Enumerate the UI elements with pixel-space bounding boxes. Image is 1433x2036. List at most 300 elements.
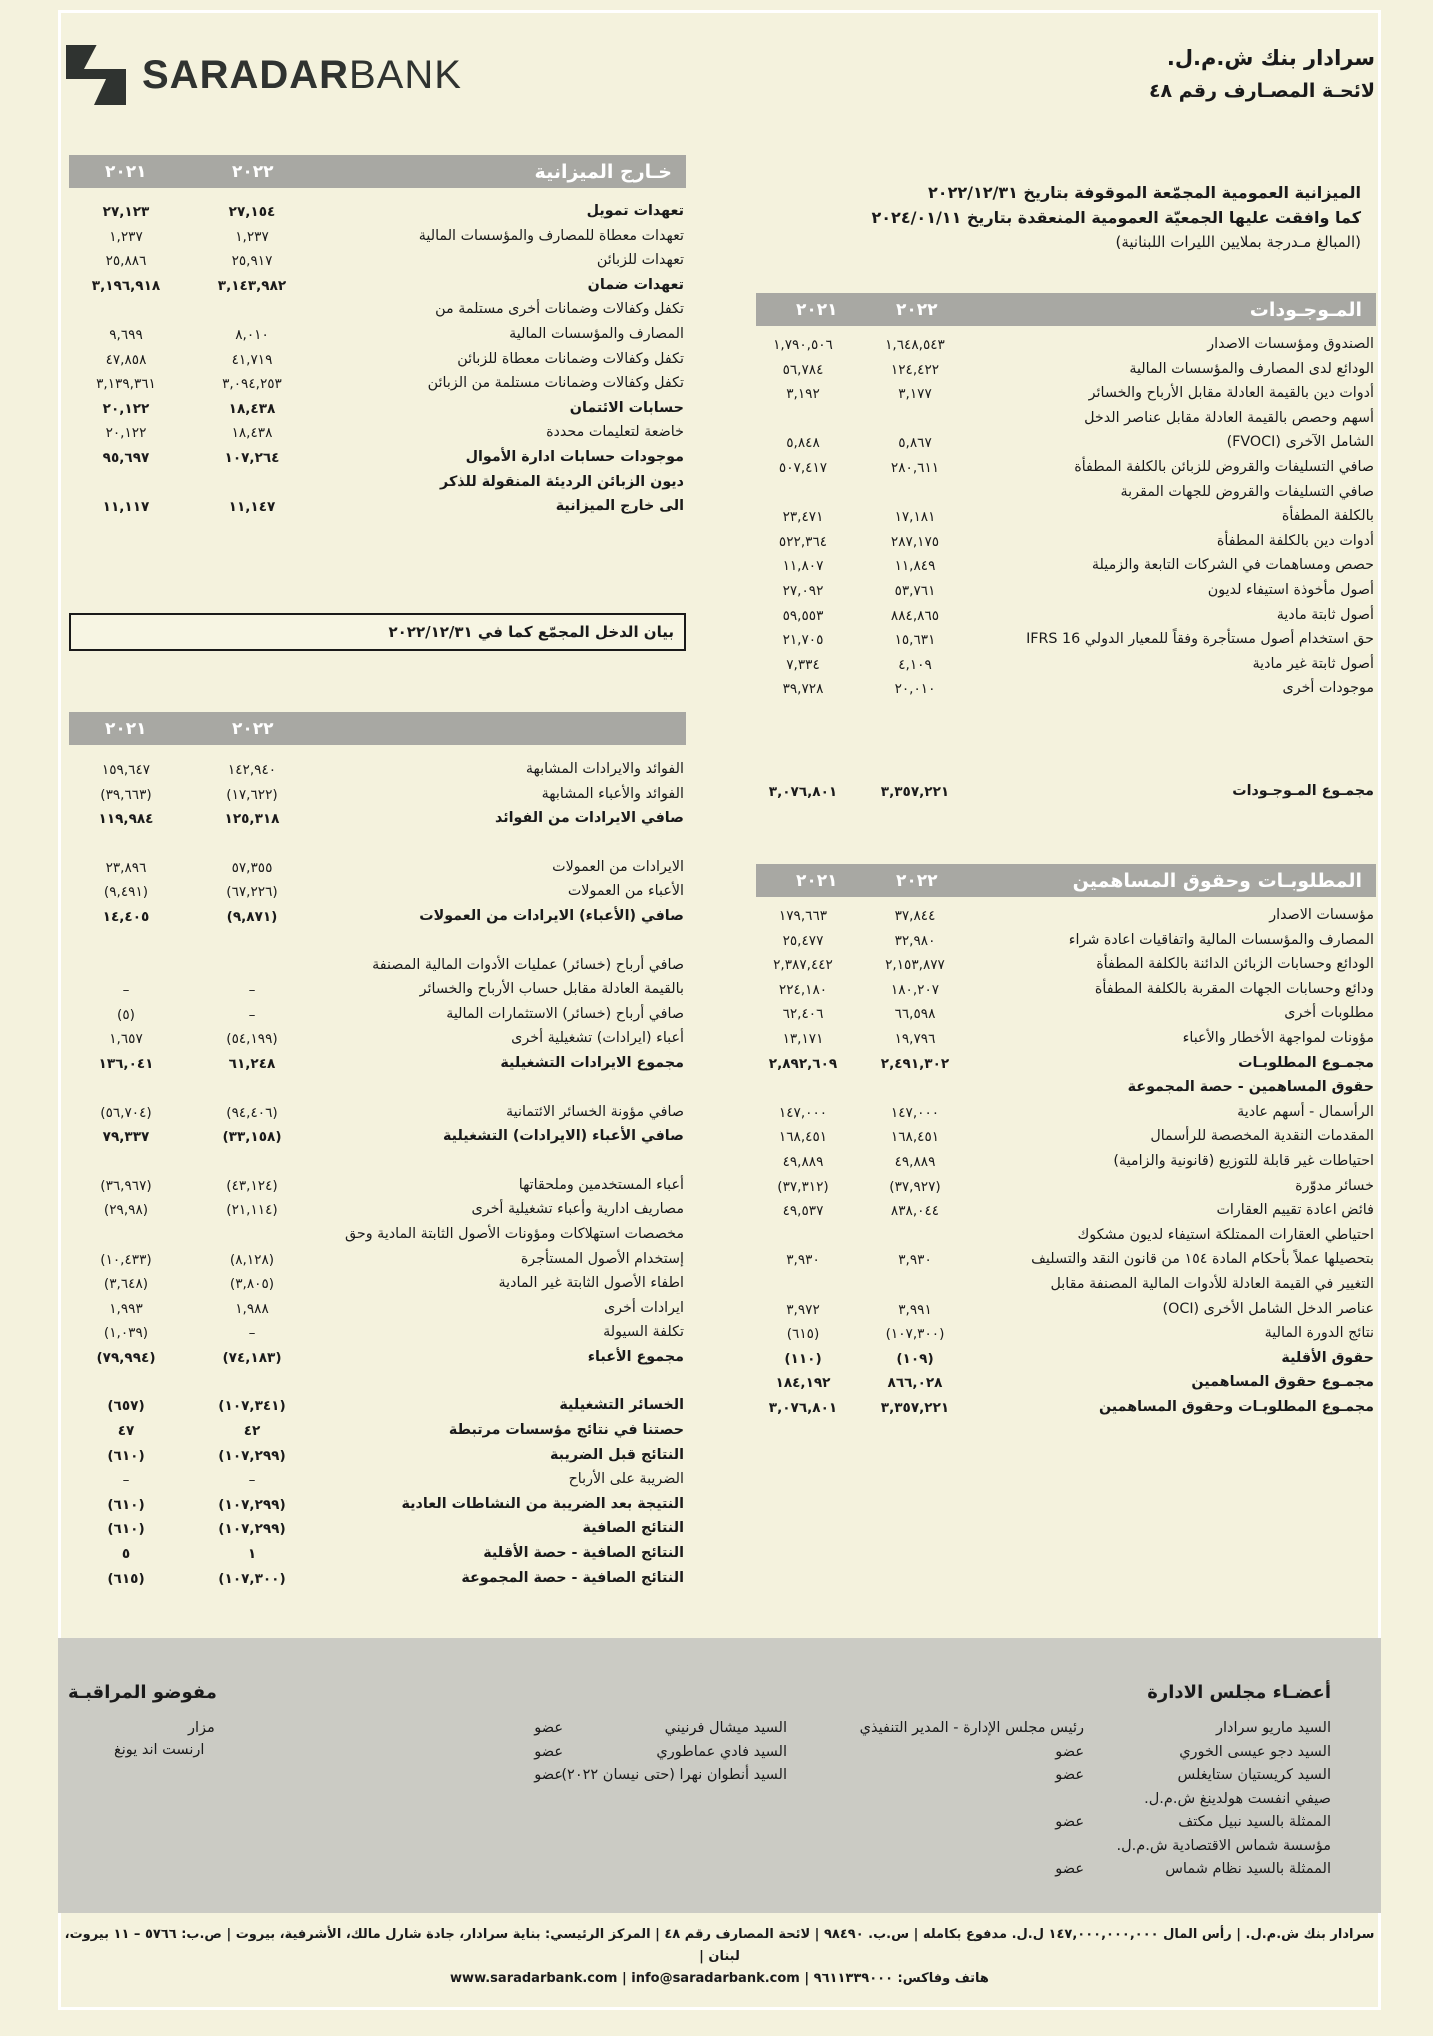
row-label: مجمـوع المطلوبـات وحقوق المساهمين [1098,1398,1374,1415]
row-label: تكلفة السيولة [603,1324,684,1341]
row-label: تعهدات تمويل [586,203,684,219]
income-year-2021: ٢٠٢١ [105,719,147,739]
off-balance-year-2021: ٢٠٢١ [105,162,147,182]
row-value-2021: ٢,٣٨٧,٤٤٢ [773,957,833,974]
assets-total-2022: ٣,٣٥٧,٢٢١ [880,783,950,800]
row-value-2022: (٦٧,٢٢٦) [226,884,278,901]
table-row [69,1321,686,1346]
row-label: الصندوق ومؤسسات الاصدار [1207,336,1374,352]
row-value-2022: ٤٢ [243,1423,261,1440]
row-label: مخصصات استهلاكات ومؤونات الأصول الثابتة المادية وحق [344,1225,684,1242]
row-value-2021: ٣,٠٧٦,٨٠١ [768,1399,838,1416]
row-value-2022: (٣٧,٩٢٧) [889,1178,941,1195]
table-row [756,407,1376,432]
row-label: حسابات الائتمان [569,399,684,416]
row-label: مصاريف ادارية وأعباء تشغيلية أخرى [471,1201,684,1218]
table-row [756,604,1376,629]
row-value-2022: ٣,١٤٣,٩٨٢ [217,277,287,294]
row-value-2021: ٣,٩٧٢ [786,1301,820,1318]
saradar-logo-mark-icon [66,45,126,105]
table-row [69,1125,686,1150]
table-row [756,953,1376,978]
row-value-2022: (١٠٧,٢٩٩) [218,1521,286,1538]
row-value-2022: ٥٣,٧٦١ [894,582,936,599]
row-value-2022: ١٩,٧٩٦ [894,1030,936,1047]
row-label: الخسائر التشغيلية [559,1397,684,1414]
income-statement-title: بيان الدخل المجمّع كما في ٢٠٢٢/١٢/٣١ [388,623,674,641]
table-row [69,1419,686,1444]
board-member-name: الممثلة بالسيد نبيل مكتف [1178,1814,1331,1830]
auditor-name: مزار [188,1720,215,1736]
table-row [69,1272,686,1297]
row-label: النتيجة بعد الضريبة من النشاطات العادية [401,1495,684,1512]
row-value-2021: ٢١,٧٠٥ [782,632,824,649]
row-value-2021: ٣,١٩٢ [786,386,820,403]
row-value-2021: ٢٠,١٢٢ [105,425,147,442]
table-row [756,978,1376,1003]
row-label: مطلوبات أخرى [1284,1005,1374,1022]
row-value-2021: (٧٩,٩٩٤) [96,1349,156,1366]
row-value-2022: ١٢٥,٣١٨ [224,811,280,828]
row-label: ودائع وحسابات الجهات المقربة بالكلفة المطفأة [1094,980,1374,997]
row-value-2022: (٩٤,٤٠٦) [226,1104,278,1121]
row-value-2021: ٢٧,٠٩٢ [782,582,824,599]
table-row [69,298,686,323]
off-balance-title: خـارج الميزانية [534,161,672,183]
income-statement-header [69,712,686,745]
table-row [756,431,1376,456]
row-value-2021: ٣,٩٣٠ [786,1252,820,1269]
table-row [69,1346,686,1371]
row-label: موجودات أخرى [1282,680,1374,697]
row-value-2022: ٤٩,٨٨٩ [894,1153,936,1170]
row-label: أعباء المستخدمين وملحقاتها [518,1176,684,1193]
row-value-2022: ١ [247,1546,257,1563]
table-row [69,1394,686,1419]
row-value-2021: ٤٩,٥٣٧ [782,1203,824,1220]
row-value-2021: ٢٥,٤٧٧ [782,932,824,949]
row-label: المصارف والمؤسسات المالية [509,325,684,342]
assets-year-2022: ٢٠٢٢ [896,300,938,320]
row-value-2022: ١٨٠,٢٠٧ [890,981,940,998]
table-row [69,446,686,471]
row-value-2021: ٢٠,١٢٢ [102,400,150,417]
row-label: الودائع وحسابات الزبائن الدائنة بالكلفة المطفأة [1096,956,1374,973]
row-label: مجمـوع المطلوبـات [1238,1054,1374,1071]
board-member-name: السيد ميشال فرنيني [664,1720,787,1736]
table-row [69,1003,686,1028]
row-value-2021: – [122,1472,130,1489]
row-label: فائض اعادة تقييم العقارات [1216,1202,1374,1219]
row-label: تكفل وكفالات وضمانات أخرى مستلمة من [435,301,684,318]
table-row [756,505,1376,530]
board-member-role: عضو [534,1767,563,1783]
row-value-2021: ١١,٨٠٧ [782,558,824,575]
table-row [69,495,686,520]
row-value-2021: ٥٩,٥٥٣ [782,607,824,624]
row-value-2022: – [248,982,256,999]
table-row [69,905,686,930]
table-row [756,382,1376,407]
row-value-2021: ١٥٩,٦٤٧ [101,762,151,778]
board-member-role: عضو [1055,1743,1084,1760]
table-row [756,1298,1376,1323]
row-value-2021: ١,٧٩٠,٥٠٦ [773,337,833,353]
row-value-2021: (٥٦,٧٠٤) [100,1104,152,1121]
row-label: المصارف والمؤسسات المالية واتفاقيات اعادة شراء [1068,931,1374,948]
table-row [756,1396,1376,1421]
row-label: مجمـوع حقوق المساهمين [1191,1374,1374,1391]
row-value-2021: ٤٩,٨٨٩ [782,1153,824,1170]
saradar-logo [66,42,462,108]
row-value-2022: (١٠٧,٣٠٠) [218,1570,286,1587]
liabilities-year-2021: ٢٠٢١ [796,871,838,891]
table-row [756,628,1376,653]
liabilities-year-2022: ٢٠٢٢ [896,871,938,891]
row-value-2021: ١,٦٥٧ [109,1031,143,1048]
table-row [69,1468,686,1493]
table-row [756,1199,1376,1224]
row-spacer [69,1150,686,1174]
row-value-2021: ١,٩٩٣ [109,1300,143,1317]
contact-line-2: هاتف وفاكس: ٩٦١١٣٣٩٠٠٠ | www.saradarbank.com | info@saradarbank.com [450,1971,989,1986]
row-spacer [69,1077,686,1101]
row-value-2022: ١,٦٤٨,٥٤٣ [885,337,945,353]
auditors-title: مفوضو المراقبـة [68,1682,217,1703]
row-value-2021: ١٤,٤٠٥ [102,908,150,925]
row-value-2022: ٨٦٦,٠٢٨ [887,1375,943,1392]
row-value-2022: ١٠٧,٢٦٤ [224,449,280,466]
row-value-2022: (٢١,١١٤) [226,1202,278,1219]
table-row [69,954,686,979]
bank-name: سرادار بنك ش.م.ل. [1166,46,1375,70]
row-value-2021: (٦١٠) [107,1521,145,1538]
row-value-2021: ١٦٨,٤٥١ [778,1129,828,1146]
row-value-2022: (٣٣,١٥٨) [222,1129,282,1146]
assets-total-2021: ٣,٠٧٦,٨٠١ [768,783,838,800]
contact-line-1: سرادار بنك ش.م.ل. | رأس المال ١٤٧,٠٠٠,٠٠٠,٠٠٠ ل.ل. مدفوع بكامله | س.ب. ٩٨٤٩٠ | لائحة المصارف رقم ٤٨ | المركز الرئيسي: بناية سرادار، جادة شارل مالك، الأشرفية، بيروت | ص.ب: ٥٧٦٦ – ١١ بيروت، لبنان | [64,1927,1375,1964]
row-value-2022: ٨,٠١٠ [235,326,269,343]
row-value-2022: (٩,٨٧١) [226,908,278,925]
table-row [69,1174,686,1199]
row-value-2022: (١٠٩) [896,1350,934,1367]
table-row [756,1101,1376,1126]
board-title: أعضـاء مجلس الادارة [1147,1682,1331,1703]
row-value-2021: (٣,٦٤٨) [103,1276,149,1293]
table-row [69,200,686,225]
auditor-name: ارنست اند يونغ [114,1742,205,1758]
row-label: صافي التسليفات والقروض للجهات المقربة [1120,483,1374,500]
row-value-2021: (١,٠٣٩) [103,1325,149,1342]
row-label: إستخدام الأصول المستأجرة [520,1250,684,1267]
row-value-2021: ٤٧ [117,1423,135,1440]
row-label: تكفل وكفالات وضمانات مستلمة من الزبائن [427,375,684,392]
row-label: مؤونات لمواجهة الأخطار والأعباء [1182,1029,1374,1046]
row-value-2021: (٩,٤٩١) [103,884,149,901]
assets-header [756,293,1376,326]
row-value-2022: ٣٢,٩٨٠ [894,932,936,949]
row-label: النتائج الصافية - حصة الأقلية [483,1545,684,1562]
board-member-name: الممثلة بالسيد نظام شماس [1165,1861,1331,1877]
row-label: أصول مأخوذة استيفاء لديون [1207,581,1374,598]
row-label: الضريبة على الأرباح [568,1471,684,1488]
row-value-2021: ٢٣,٨٩٦ [105,859,147,876]
row-value-2022: ١,٩٨٨ [235,1300,269,1317]
table-row [756,1224,1376,1249]
table-row [69,978,686,1003]
table-row [69,758,686,783]
table-row [69,1198,686,1223]
row-value-2022: ٥٧,٣٥٥ [231,859,273,876]
row-label: حق استخدام أصول مستأجرة وفقاً للمعيار الدولي IFRS 16 [1026,631,1374,648]
table-row [756,579,1376,604]
row-value-2021: (٥) [117,1006,135,1023]
row-value-2021: ١١٩,٩٨٤ [98,811,154,828]
logo-wordmark: SARADARBANK [142,52,462,97]
governance-footer [58,1638,1381,1913]
table-row [69,1517,686,1542]
row-label: مجموع الأعباء [587,1348,684,1365]
row-value-2022: ٣,٣٥٧,٢٢١ [880,1399,950,1416]
row-value-2021: ٥٢٢,٣٦٤ [778,533,828,550]
table-row [756,530,1376,555]
row-value-2021: (٦١٠) [107,1496,145,1513]
row-value-2022: (١٠٧,٢٩٩) [218,1447,286,1464]
row-label: صافي الأعباء (الايرادات) التشغيلية [442,1128,684,1145]
row-label: الرأسمال - أسهم عادية [1237,1103,1374,1120]
off-balance-table [69,155,686,520]
row-label: عناصر الدخل الشامل الأخرى (OCI) [1162,1300,1374,1317]
balance-sheet-note: (المبالغ مـدرجة بملايين الليرات اللبنانية) [1115,233,1361,251]
table-row [756,1027,1376,1052]
row-label: صافي أرباح (خسائر) الاستثمارات المالية [446,1005,684,1022]
row-value-2022: ٣,٩٣٠ [898,1252,932,1269]
table-row [756,904,1376,929]
row-value-2022: (١٧,٦٢٢) [226,786,278,803]
row-label: أعباء (ايرادات) تشغيلية أخرى [511,1030,684,1047]
row-value-2022: ١٤٢,٩٤٠ [227,762,277,778]
table-row [756,333,1376,358]
row-label: صافي مؤونة الخسائر الائتمانية [505,1103,684,1120]
row-label: أصول ثابتة غير مادية [1252,655,1374,672]
row-value-2022: ٣,١٧٧ [898,386,932,403]
row-label: حصتنا في نتائج مؤسسات مرتبطة [448,1422,684,1439]
table-row [69,1542,686,1567]
bank-header [1149,46,1375,102]
row-value-2021: ٢٣,٤٧١ [782,509,824,526]
balance-sheet-title-line1: الميزانية العمومية المجمّعة الموقوفة بتاريخ ٢٠٢٢/١٢/٣١ [928,183,1361,202]
row-spacer [69,832,686,856]
row-label: احتياطات غير قابلة للتوزيع (قانونية والزامية) [1113,1152,1374,1169]
row-label: احتياطي العقارات الممتلكة استيفاء لديون مشكوك [1077,1226,1374,1243]
board-member-name: صيفي انفست هولدينغ ش.م.ل. [1144,1790,1331,1807]
table-row [756,677,1376,702]
row-value-2021: (١١٠) [784,1350,822,1367]
row-label: تكفل وكفالات وضمانات معطاة للزبائن [457,350,684,367]
row-label: ايرادات أخرى [603,1299,684,1316]
board-member-role: عضو [534,1743,563,1760]
table-row [756,1248,1376,1273]
row-label: النتائج قبل الضريبة [549,1446,684,1463]
row-value-2022: ٣,٠٩٤,٢٥٣ [222,376,282,393]
table-row [756,481,1376,506]
income-statement-title-box [69,613,686,651]
row-label: خسائر مدوّرة [1295,1177,1374,1194]
row-value-2021: ٧,٣٣٤ [786,656,820,673]
row-value-2022: ٣٧,٨٤٤ [894,908,936,924]
row-value-2022: (٥٤,١٩٩) [226,1031,278,1048]
row-value-2021: (٦١٥) [786,1326,820,1343]
income-statement-table [69,712,686,1591]
row-label: ديون الزبائن الرديئة المنقولة للذكر [440,473,684,490]
table-row [69,274,686,299]
row-value-2021: ٢,٨٩٢,٦٠٩ [768,1055,838,1072]
row-value-2022: ٢,١٥٣,٨٧٧ [885,957,945,974]
table-row [756,456,1376,481]
table-row [756,1150,1376,1175]
row-value-2022: ٢٨٧,١٧٥ [890,533,940,550]
row-value-2022: ٢,٤٩١,٣٠٢ [880,1055,950,1072]
row-label: بالقيمة العادلة مقابل حساب الأرباح والخسائر [419,981,684,998]
row-value-2021: ٩٥,٦٩٧ [102,449,150,466]
balance-sheet-title-line2: كما وافقت عليها الجمعيّة العمومية المنعقدة بتاريخ ٢٠٢٤/٠١/١١ [871,208,1361,227]
liabilities-title: المطلوبـات وحقوق المساهمين [1072,870,1362,892]
row-value-2022: ١٨,٤٣٨ [231,425,273,442]
liabilities-table [756,864,1376,1420]
row-value-2021: (٣٦,٩٦٧) [100,1177,152,1194]
row-value-2022: ١٤٧,٠٠٠ [890,1104,940,1121]
row-label: خاضعة لتعليمات محددة [546,424,684,441]
row-label: الفوائد والايرادات المشابهة [525,761,684,777]
table-row [69,471,686,496]
row-label: بالكلفة المطفأة [1281,508,1374,525]
row-label: النتائج الصافية - حصة المجموعة [461,1569,684,1586]
row-value-2021: ٥٠٧,٤١٧ [778,459,828,476]
row-value-2021: ١٣,١٧١ [782,1030,824,1047]
board-member-role: عضو [1055,1814,1084,1830]
row-label: حقوق المساهمين - حصة المجموعة [1127,1079,1374,1096]
row-value-2021: ١١,١١٧ [102,499,150,516]
row-value-2021: (٢٩,٩٨) [103,1202,149,1219]
row-value-2021: ٦٢,٤٠٦ [782,1006,824,1023]
row-value-2021: ٥,٨٤٨ [786,435,820,452]
row-label: النتائج الصافية [582,1520,684,1537]
table-row [69,1567,686,1592]
table-row [69,397,686,422]
assets-year-2021: ٢٠٢١ [796,300,838,320]
row-value-2021: (١٠,٤٣٣) [100,1251,152,1268]
row-label: المقدمات النقدية المخصصة للرأسمال [1150,1128,1374,1145]
table-row [69,348,686,373]
row-value-2022: ٢٧,١٥٤ [228,204,276,220]
table-row [756,1076,1376,1101]
row-label: أسهم وحصص بالقيمة العادلة مقابل عناصر الدخل [1084,409,1374,426]
table-row [756,929,1376,954]
row-label: الودائع لدى المصارف والمؤسسات المالية [1129,360,1374,377]
row-label: نتائج الدورة المالية [1264,1325,1374,1342]
row-value-2022: ٤١,٧١٩ [231,351,273,368]
board-member-name: السيد أنطوان نهرا (حتى نيسان ٢٠٢٢) [561,1767,787,1783]
row-value-2021: ١٧٩,٦٦٣ [778,908,828,924]
assets-total-row [756,780,1376,805]
board-member-name: مؤسسة شماس الاقتصادية ش.م.ل. [1116,1837,1331,1854]
row-value-2022: ٥,٨٦٧ [898,435,932,452]
row-value-2022: – [248,1325,256,1342]
row-value-2022: ١١,١٤٧ [228,499,276,516]
row-label: أصول ثابتة مادية [1276,606,1374,623]
row-value-2022: ١٢٤,٤٢٢ [890,361,940,378]
table-row [756,1322,1376,1347]
row-label: اطفاء الأصول الثابتة غير المادية [498,1275,684,1292]
row-value-2022: (١٠٧,٣٤١) [218,1398,286,1415]
row-label: الشامل الآخرى (FVOCI) [1226,434,1374,451]
row-value-2021: ٣٩,٧٢٨ [782,681,824,698]
row-value-2022: ١٨,٤٣٨ [228,400,276,417]
table-row [69,421,686,446]
row-value-2022: (٤٣,١٢٤) [226,1177,278,1194]
contact-info [58,1924,1381,1990]
assets-title: المـوجـودات [1249,299,1362,321]
row-label: تعهدات معطاة للمصارف والمؤسسات المالية [418,227,684,244]
row-label: الى خارج الميزانية [555,498,684,515]
row-label: مجموع الايرادات التشغيلية [500,1054,684,1071]
table-row [69,1052,686,1077]
row-value-2021: ٢٧,١٢٣ [102,204,150,220]
row-value-2022: ٦٦,٥٩٨ [894,1006,936,1023]
row-label: الفوائد والأعباء المشابهة [541,785,684,802]
off-balance-header [69,155,686,188]
table-row [756,1273,1376,1298]
row-spacer [69,1370,686,1394]
table-row [756,1125,1376,1150]
row-value-2021: ٢٢٤,١٨٠ [778,981,828,998]
table-row [69,323,686,348]
row-value-2021: ٢٥,٨٨٦ [105,253,147,270]
table-row [756,358,1376,383]
table-row [756,653,1376,678]
row-value-2021: ٥٦,٧٨٤ [782,361,824,378]
table-row [69,225,686,250]
board-member-role: رئيس مجلس الإدارة - المدير التنفيذي [859,1720,1084,1736]
row-label: أدوات دين بالقيمة العادلة مقابل الأرباح والخسائر [1088,385,1374,402]
row-label: تعهدات للزبائن [596,252,684,269]
row-label: موجودات حسابات ادارة الأموال [465,448,684,465]
row-value-2022: ٢٨٠,٦١١ [890,459,940,476]
row-label: الايرادات من العمولات [552,858,684,875]
row-value-2021: ٥ [121,1546,131,1563]
table-row [69,1248,686,1273]
board-member-name: السيد فادي عماطوري [656,1743,787,1760]
row-value-2022: (٧٤,١٨٣) [222,1349,282,1366]
row-label: صافي أرباح (خسائر) عمليات الأدوات المالية المصنفة [372,956,684,973]
board-member-role: عضو [534,1720,563,1736]
row-value-2021: (٣٧,٣١٢) [777,1178,829,1195]
row-value-2021: ٣,١٣٩,٣٦١ [96,376,156,393]
table-row [69,783,686,808]
table-row [69,1444,686,1469]
table-row [756,1002,1376,1027]
row-value-2022: (٣,٨٠٥) [229,1276,275,1293]
balance-sheet-title [761,180,1361,255]
row-value-2022: ٤,١٠٩ [898,656,932,673]
table-row [69,1223,686,1248]
row-value-2021: (٦١٥) [107,1570,145,1587]
row-value-2022: ٢٠,٠١٠ [894,681,936,698]
row-label: الأعباء من العمولات [567,883,684,900]
row-value-2021: ١,٢٣٧ [109,228,143,245]
table-row [756,554,1376,579]
table-row [69,807,686,832]
